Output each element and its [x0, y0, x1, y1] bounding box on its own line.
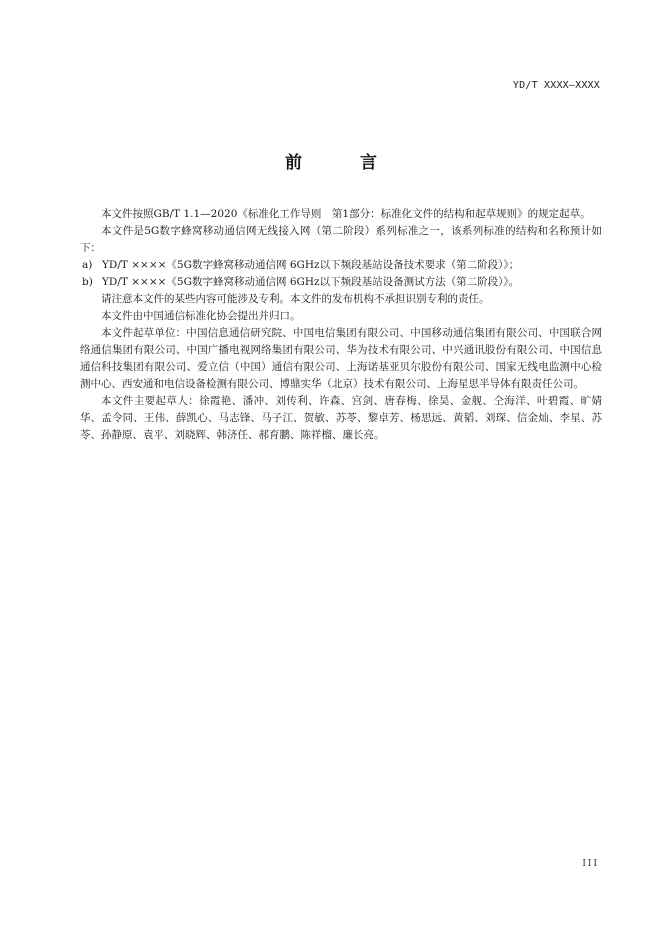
list-marker: a) [82, 259, 93, 271]
page-title: 前 言 [285, 153, 403, 173]
paragraph-proposer: 本文件由中国通信标准化协会提出并归口。 [101, 310, 301, 322]
list-text: YD/T ××××《5G数字蜂窝移动通信网 6GHz以下频段基站设备测试方法（第二阶段）》。 [102, 276, 520, 288]
document-code: YD/T XXXX—XXXX [512, 80, 600, 91]
list-marker: b) [82, 276, 93, 288]
page-number: III [582, 859, 599, 869]
paragraph-patent-notice: 请注意本文件的某些内容可能涉及专利。本文件的发布机构不承担识别专利的责任。 [101, 293, 490, 305]
paragraph-standard-basis: 本文件按照GB/T 1.1—2020《标准化工作导则 第1部分：标准化文件的结构和起草规则》的规定起草。 [101, 208, 591, 220]
list-text: YD/T ××××《5G数字蜂窝移动通信网 6GHz以下频段基站设备技术要求（第二阶段）》； [102, 259, 520, 271]
paragraph-drafting-units: 本文件起草单位：中国信息通信研究院、中国电信集团有限公司、中国移动通信集团有限公司、中国联合网络通信集团有限公司、中国广播电视网络集团有限公司、华为技术有限公司、中兴通讯股份有限公司、中国信息通信科技集团有限公司、爱立信（中国）通信有限公司、上海诺基亚贝尔股份有限公司、国家无线电监测中心检测中心、西安通和电信设备检测有限公司、博鼎实华（北京）技术有限公司、上海星思半导体有限责任公司。 [80, 327, 602, 390]
foreword-body [80, 206, 602, 444]
paragraph-drafters: 本文件主要起草人：徐霞艳、潘冲、刘传利、许森、宫剑、唐春梅、徐昊、金舰、仝海洋、叶碧霞、旷婧华、孟令同、王伟、薛凯心、马志锋、马子江、贺敏、苏苓、黎卓芳、杨思远、黄韬、刘琛、信金灿、李星、苏苓、孙静原、袁平、刘晓辉、韩济任、郝育鹏、陈祥榴、廉长亮。 [80, 395, 602, 441]
list-item [80, 274, 602, 291]
paragraph-series-intro: 本文件是5G数字蜂窝移动通信网无线接入网（第二阶段）系列标准之一，该系列标准的结构和名称预计如下： [80, 225, 602, 254]
list-item [80, 257, 602, 274]
